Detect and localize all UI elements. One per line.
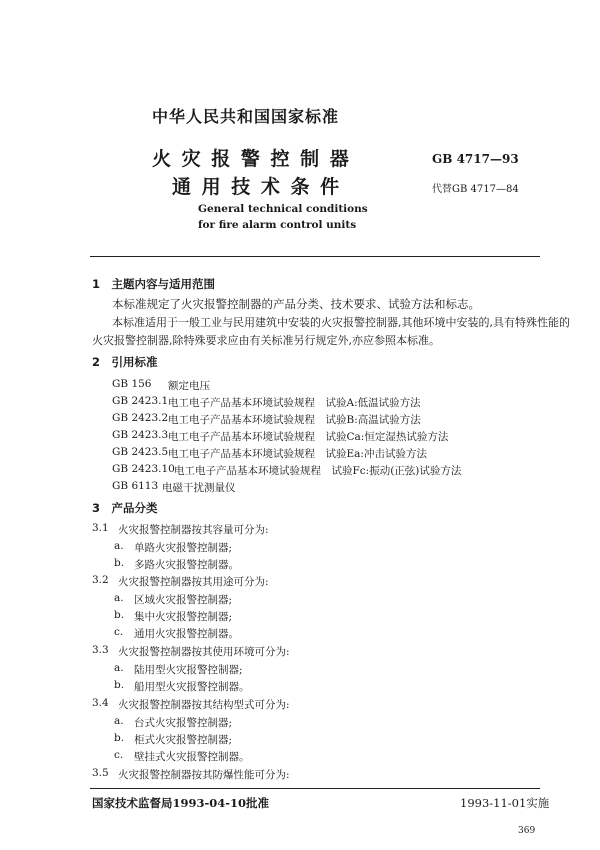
issuing-body-title: 中华人民共和国国家标准 (152, 107, 340, 126)
clause-text: 火灾报警控制器按其防爆性能可分为: (118, 769, 290, 781)
list-item: 多路火灾报警控制器。 (134, 559, 239, 571)
document-title-line-1: 火 灾 报 警 控 制 器 (152, 148, 351, 170)
section-1-paragraph-2-line-1: 本标准适用于一般工业与民用建筑中安装的火灾报警控制器,其他环境中安装的,具有特殊性能的 (112, 316, 570, 329)
english-title-line-1: General technical conditions (198, 203, 368, 215)
clause-number: 3.4 (92, 697, 109, 709)
list-item: 通用火灾报警控制器。 (134, 628, 239, 640)
section-2-heading: 2 引用标准 (92, 355, 158, 369)
reference-title: 电工电子产品基本环境试验规程 试验Ca:恒定湿热试验方法 (168, 431, 449, 443)
list-item: 集中火灾报警控制器; (134, 611, 233, 623)
clause-number: 3.1 (92, 522, 109, 534)
section-3-heading: 3 产品分类 (92, 501, 158, 515)
reference-title: 电磁干扰测量仪 (162, 482, 236, 494)
reference-title: 电工电子产品基本环境试验规程 试验A:低温试验方法 (168, 397, 421, 409)
list-item-letter: a. (114, 540, 124, 552)
reference-code: GB 2423.3 (112, 429, 169, 441)
reference-title: 电工电子产品基本环境试验规程 试验B:高温试验方法 (168, 414, 421, 426)
reference-title: 电工电子产品基本环境试验规程 试验Ea:冲击试验方法 (168, 448, 427, 460)
reference-code: GB 156 (112, 378, 152, 390)
reference-code: GB 2423.10 (112, 463, 175, 475)
list-item-letter: a. (114, 715, 124, 727)
list-item-letter: a. (114, 592, 124, 604)
clause-text: 火灾报警控制器按其用途可分为: (118, 576, 269, 588)
replaced-standard-code: 代替GB 4717—84 (432, 184, 519, 195)
list-item-letter: c. (114, 626, 124, 638)
page-number: 369 (518, 826, 536, 836)
list-item: 壁挂式火灾报警控制器。 (134, 751, 250, 763)
effective-date: 1993-11-01实施 (460, 796, 550, 810)
standard-code: GB 4717—93 (432, 152, 519, 166)
english-title-line-2: for fire alarm control units (198, 219, 357, 231)
list-item: 船用型火灾报警控制器。 (134, 681, 250, 693)
reference-title: 额定电压 (168, 380, 210, 392)
list-item: 陆用型火灾报警控制器; (134, 664, 243, 676)
reference-title: 电工电子产品基本环境试验规程 试验Fc:振动(正弦)试验方法 (174, 465, 462, 477)
list-item: 区域火灾报警控制器; (134, 594, 233, 606)
reference-code: GB 6113 (112, 480, 159, 492)
clause-text: 火灾报警控制器按其使用环境可分为: (118, 646, 290, 658)
reference-code: GB 2423.5 (112, 446, 169, 458)
list-item-letter: b. (114, 732, 125, 744)
section-1-paragraph-1: 本标准规定了火灾报警控制器的产品分类、技术要求、试验方法和标志。 (112, 297, 480, 311)
clause-number: 3.5 (92, 767, 109, 779)
list-item-letter: a. (114, 662, 124, 674)
clause-number: 3.2 (92, 574, 109, 586)
list-item-letter: b. (114, 557, 125, 569)
section-1-heading: 1 主题内容与适用范围 (92, 277, 216, 291)
list-item: 单路火灾报警控制器; (134, 542, 233, 554)
list-item: 台式火灾报警控制器; (134, 717, 233, 729)
header-divider (90, 256, 540, 257)
footer-divider (90, 788, 540, 789)
clause-number: 3.3 (92, 644, 109, 656)
list-item-letter: b. (114, 609, 125, 621)
clause-text: 火灾报警控制器按其容量可分为: (118, 524, 269, 536)
approval-date: 国家技术监督局1993-04-10批准 (92, 796, 270, 810)
reference-code: GB 2423.2 (112, 412, 169, 424)
section-1-paragraph-2-line-2: 火灾报警控制器,除特殊要求应由有关标准另行规定外,亦应参照本标准。 (92, 334, 440, 347)
document-title-line-2: 通 用 技 术 条 件 (172, 176, 342, 198)
clause-text: 火灾报警控制器按其结构型式可分为: (118, 699, 290, 711)
list-item-letter: c. (114, 749, 124, 761)
reference-code: GB 2423.1 (112, 395, 169, 407)
list-item-letter: b. (114, 679, 125, 691)
list-item: 柜式火灾报警控制器; (134, 734, 233, 746)
